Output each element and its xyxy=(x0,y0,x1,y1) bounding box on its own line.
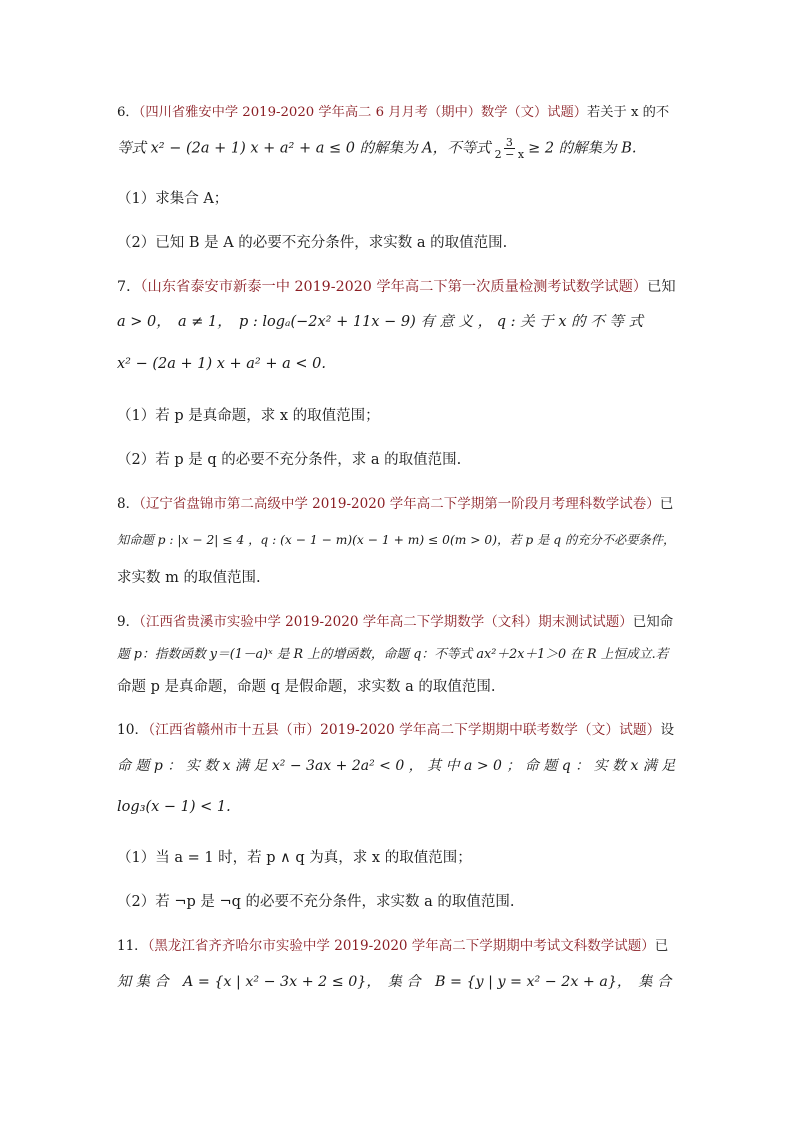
problem-11-number: 11． xyxy=(117,938,148,954)
problem-10-line-2: 命 题 p ： 实 数 x 满 足 x² − 3ax + 2a² < 0 ， 其 中 a > 0 ； 命 题 q ： 实 数 x 满 足 xyxy=(117,758,676,774)
problem-9-text-1: 已知命 xyxy=(632,614,674,630)
problem-7-line-3: x² − (2a + 1) x + a² + a < 0. xyxy=(117,356,326,372)
problem-7-line-1 xyxy=(117,277,677,297)
problem-11-source: （黑龙江省齐齐哈尔市实验中学 2019-2020 学年高二下学期期中考试文科数学试题） xyxy=(147,938,655,954)
problem-11-line-2: 知 集 合 A = {x | x² − 3x + 2 ≤ 0}， 集 合 B = {y | y = x² − 2x + a}， 集 合 xyxy=(117,974,672,990)
problem-7-source: （山东省泰安市新泰一中 2019-2020 学年高二下第一次质量检测考试数学试题） xyxy=(140,279,648,295)
problem-9-source: （江西省贵溪市实验中学 2019-2020 学年高二下学期数学（文科）期末测试试题） xyxy=(139,614,633,630)
problem-7-line-2: a > 0， a ≠ 1， p : logₐ(−2x² + 11x − 9) 有 意 义 ， q : 关 于 x 的 不 等 式 xyxy=(117,314,643,330)
problem-6-part-2: （2）已知 B 是 A 的必要不充分条件，求实数 a 的取值范围. xyxy=(117,235,508,251)
problem-10-line-1 xyxy=(117,720,677,740)
problem-7-part-2: （2）若 p 是 q 的必要不充分条件，求 a 的取值范围. xyxy=(117,452,462,468)
problem-10-source: （江西省赣州市十五县（市）2019-2020 学年高二下学期期中联考数学（文）试题） xyxy=(148,722,661,738)
problem-6-text-2: 等式 x² − (2a + 1) x + a² + a ≤ 0 的解集为 A，不等式 xyxy=(117,140,491,157)
problem-8-line-3: 求实数 m 的取值范围. xyxy=(117,570,261,586)
problem-8-line-1 xyxy=(117,494,677,514)
problem-6-part-1: （1）求集合 A； xyxy=(117,191,229,207)
problem-7-part-1: （1）若 p 是真命题，求 x 的取值范围； xyxy=(117,408,380,424)
problem-9-line-3: 命题 p 是真命题，命题 q 是假命题，求实数 a 的取值范围. xyxy=(117,679,496,695)
problem-9-line-1 xyxy=(117,612,677,632)
problem-6-line-2 xyxy=(117,137,677,160)
problem-8-number: 8． xyxy=(117,496,140,512)
fraction-numerator: 3 xyxy=(505,136,513,149)
problem-6-line-1 xyxy=(117,103,677,123)
problem-6-text-1: 若关于 x 的不 xyxy=(587,105,670,120)
problem-10-part-2: （2）若 ¬p 是 ¬q 的必要不充分条件，求实数 a 的取值范围. xyxy=(117,894,515,910)
problem-6-text-3: ≥ 2 的解集为 B. xyxy=(528,140,637,157)
problem-9-number: 9． xyxy=(117,614,140,630)
problem-6-fraction xyxy=(493,137,526,160)
problem-11-text-1: 已 xyxy=(654,938,669,954)
problem-10-number: 10． xyxy=(117,722,149,738)
problem-10-line-3: log₃(x − 1) < 1. xyxy=(117,799,231,815)
fraction-denominator: 2 − x xyxy=(494,148,525,161)
problem-8-text-1: 已 xyxy=(659,496,674,512)
problem-7-number: 7． xyxy=(117,279,141,295)
problem-6-number: 6． xyxy=(117,105,139,120)
problem-8-line-2: 知命题 p : |x − 2| ≤ 4 ，q : (x − 1 − m)(x − 1 + m) ≤ 0(m > 0)，若 p 是 q 的充分不必要条件， xyxy=(117,533,676,547)
problem-6-source: （四川省雅安中学 2019-2020 学年高二 6 月月考（期中）数学（文）试题） xyxy=(138,105,588,120)
problem-9-line-2: 题 p：指数函数 y＝(1－a)ˣ 是 R 上的增函数，命题 q：不等式 ax²＋2x＋1＞0 在 R 上恒成立.若 xyxy=(117,647,669,662)
problem-8-source: （辽宁省盘锦市第二高级中学 2019-2020 学年高二下学期第一阶段月考理科数学试卷） xyxy=(139,496,660,512)
problem-10-text-1: 设 xyxy=(660,722,675,738)
problem-10-part-1: （1）当 a = 1 时，若 p ∧ q 为真，求 x 的取值范围； xyxy=(117,850,472,866)
problem-7-text-1: 已知 xyxy=(647,279,676,295)
problem-11-line-1 xyxy=(117,936,677,956)
